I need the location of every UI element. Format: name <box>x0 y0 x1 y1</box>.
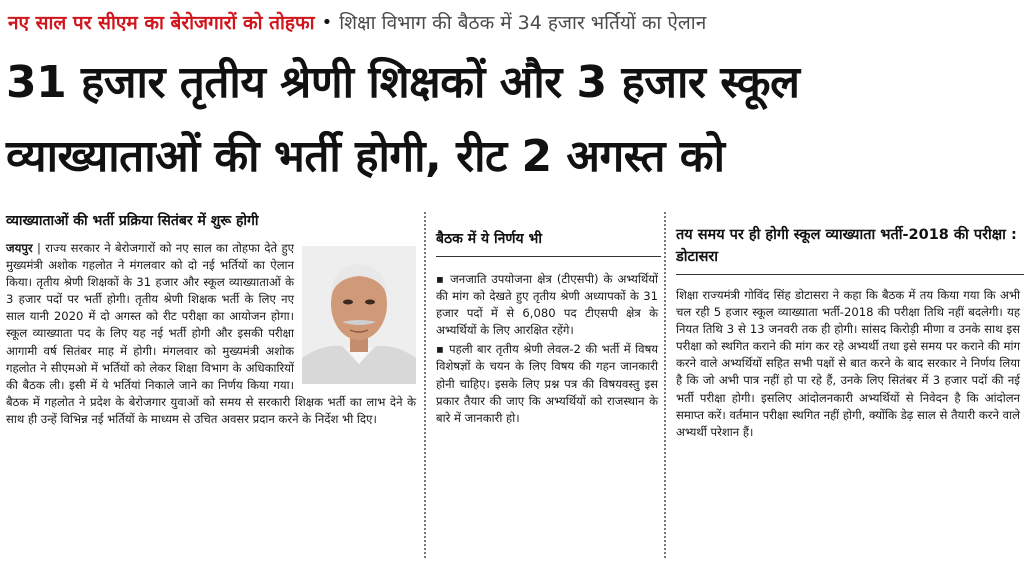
decision-item-text: जनजाति उपयोजना क्षेत्र (टीएसपी) के अभ्यर्थियों की मांग को देखते हुए तृतीय श्रेणी अध्यापकों के 31 हजार पदों में से 6,080 पद टीएसपी क्षेत्र के अभ्यर्थियों के लिए आरक्षित रहेंगे। <box>436 272 658 338</box>
headline <box>6 46 1020 194</box>
kicker-bar <box>0 0 1024 44</box>
decision-item <box>436 341 658 426</box>
decisions-body <box>436 271 658 427</box>
decision-item-text: पहली बार तृतीय श्रेणी लेवल-2 की भर्ती में विषय विशेषज्ञों के चयन के लिए विषय की गहन जानकारी होनी चाहिए। इसके लिए प्रश्न पत्र की विषयवस्तु इस प्रकार तैयार की जाए कि अभ्यर्थियों को राजस्थान के बारे में जानकारी हो। <box>436 342 659 425</box>
decision-item <box>436 271 658 339</box>
headline-line-2: व्याख्याताओं की भर्ती होगी, रीट 2 अगस्त को <box>6 131 725 182</box>
dateline: जयपुर <box>6 241 33 255</box>
cm-photo <box>302 246 416 384</box>
headline-line-1: 31 हजार तृतीय श्रेणी शिक्षकों और 3 हजार स्कूल <box>6 57 800 108</box>
main-story-subheading: व्याख्याताओं की भर्ती प्रक्रिया सितंबर में शुरू होगी <box>6 213 259 229</box>
column-divider-2 <box>664 212 666 558</box>
dotasra-body: शिक्षा राज्यमंत्री गोविंद सिंह डोटासरा ने कहा कि बैठक में तय किया गया कि अभी चल रही 5 हजार स्कूल व्याख्याता भर्ती-2018 की परीक्षा तिथि नहीं बदलेगी। यह नियत तिथि 3 से 13 जनवरी तक ही होगी। सांसद किरोड़ी मीणा व उनके साथ इस परीक्षा को स्थगित कराने की मांग कर रहे अभ्यर्थी तथा इसे समय पर कराने की मांग करने वाले अभ्यर्थियों सहित सभी पक्षों से बात करने के बाद सरकार ने निर्णय लिया है कि जो अभी पात्र नहीं हो पा रहे हैं, उनके लिए सितंबर में 3 हजार पदों की नई भर्ती परीक्षा होगी। इसलिए आंदोलनकारी अभ्यर्थियों से निवेदन है कि आंदोलन समाप्त करें। वर्तमान परीक्षा स्थगित नहीं होगी, क्योंकि डेढ़ साल से तैयारी करने वाले अभ्यर्थी परेशान हैं। <box>676 288 1020 439</box>
column-dotasra <box>668 210 1024 441</box>
dateline-separator: | <box>37 241 41 255</box>
bullet-icon: ▪ <box>436 272 446 286</box>
main-story-text: राज्य सरकार ने बेरोजगारों को नए साल का तोहफा देते हुए मुख्यमंत्री अशोक गहलोत ने मंगलवार को दो नई भर्तियों का ऐलान किया। तृतीय श्रेणी शिक्षकों के 31 हजार और स्कूल व्याख्याताओं के 3 हजार पदों पर भर्ती होगी। तृतीय श्रेणी शिक्षक भर्ती के लिए नए साल यानी 2020 में दो अगस्त को रीट परीक्षा का आयोजन होगा। स्कूल व्याख्याता पद के लिए यह नई भर्ती होगी और इसकी परीक्षा आगामी वर्ष सितंबर माह में होगी। मंगलवार को मुख्यमंत्री अशोक गहलोत ने सीएमओ में भर्तियों को लेकर शिक्षा विभाग के अधिकारियों की बैठक ली। इसी में ये भर्तियां निकाले जाने का निर्णय किया गया। बैठक में गहलोत ने प्रदेश के बेरोजगार युवाओं को समय से सरकारी शिक्षक भर्ती का लाभ देने के साथ ही उन्हें विभिन्न नई भर्तियों के माध्यम से उचित अवसर प्रदान करने के निर्देश भी दिए। <box>6 241 416 426</box>
kicker-grey-text: शिक्षा विभाग की बैठक में 34 हजार भर्तियों का ऐलान <box>339 12 707 34</box>
bullet-icon: ▪ <box>436 342 445 357</box>
kicker-separator: • <box>321 11 333 33</box>
column-divider-1 <box>424 212 426 558</box>
main-story-body <box>6 240 416 428</box>
kicker-red-text: नए साल पर सीएम का बेरोजगारों को तोहफा <box>8 12 315 34</box>
portrait-image <box>302 246 416 384</box>
decisions-subheading: बैठक में ये निर्णय भी <box>436 230 661 257</box>
column-main-story <box>0 210 418 428</box>
column-decisions <box>428 210 661 429</box>
dotasra-subheading: तय समय पर ही होगी स्कूल व्याख्याता भर्ती-2018 की परीक्षा : डोटासरा <box>676 224 1024 275</box>
